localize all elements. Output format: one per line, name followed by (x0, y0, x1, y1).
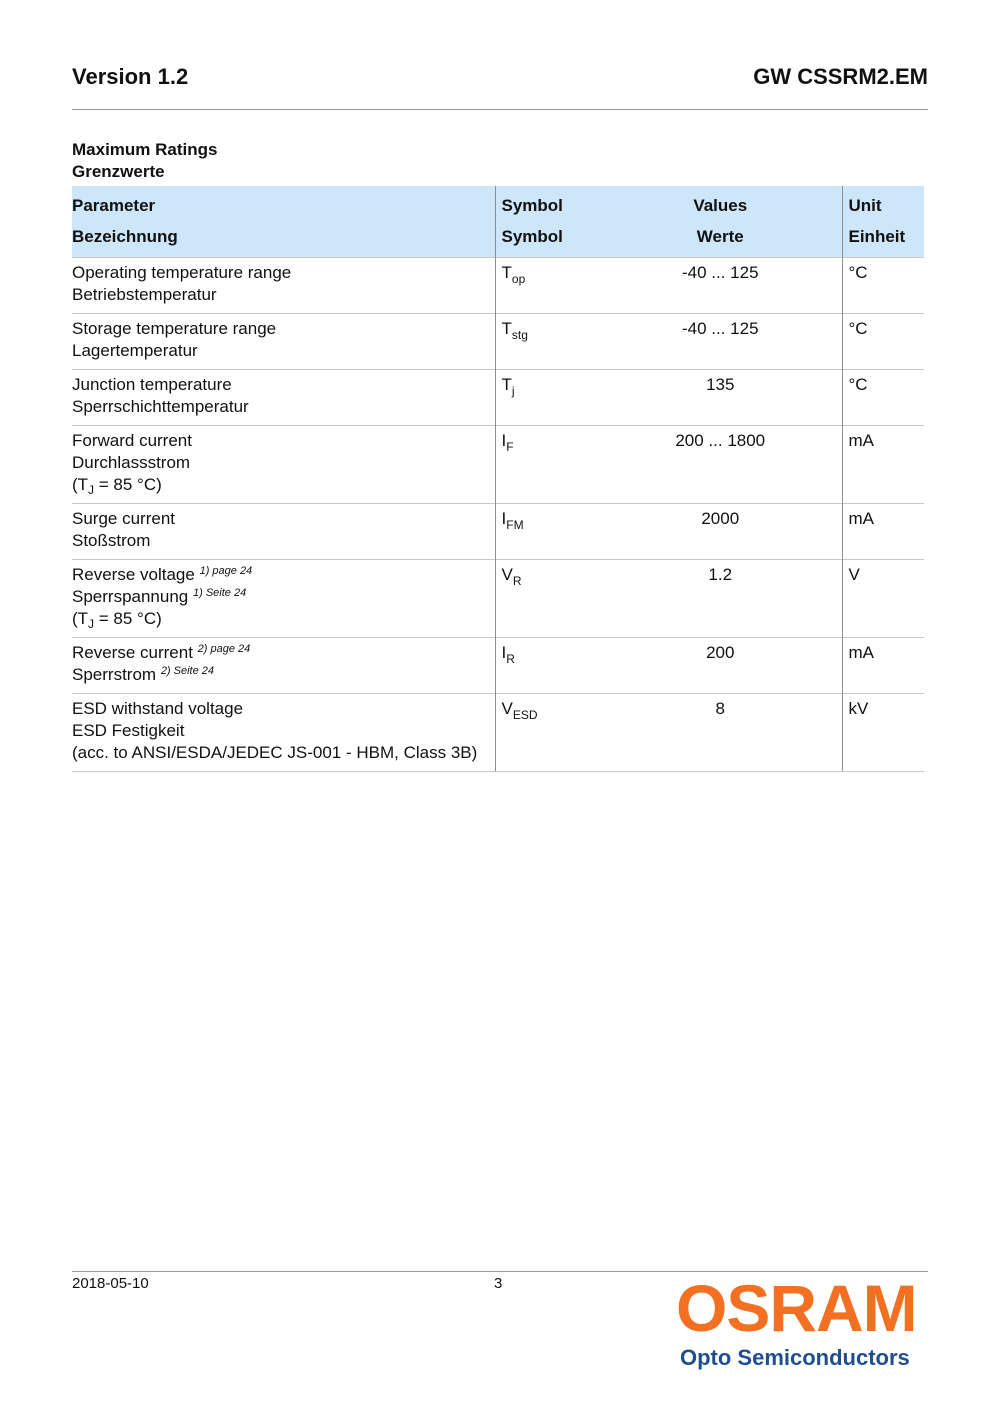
parameter-note: (acc. to ANSI/ESDA/JEDEC JS-001 - HBM, Class 3B) (72, 743, 478, 762)
parameter-name-en: Surge current (72, 509, 175, 528)
unit-cell: mA (842, 638, 924, 694)
symbol-subscript: F (506, 440, 514, 454)
parameter-name-de-line (72, 664, 489, 686)
symbol: T (501, 375, 512, 394)
parameter-name-de: Stoßstrom (72, 531, 151, 550)
parameter-name-en: Reverse voltage (72, 565, 195, 584)
footnote-reference[interactable]: 1) page 24 (199, 565, 253, 577)
table-row (72, 560, 924, 638)
document-date: 2018-05-10 (72, 1275, 149, 1292)
footnote-reference[interactable]: 2) Seite 24 (160, 665, 215, 677)
parameter-name-de: Betriebstemperatur (72, 285, 217, 304)
parameter-name-de: Sperrspannung (72, 587, 189, 606)
table-row (72, 258, 924, 314)
table-row (72, 426, 924, 504)
symbol: I (501, 509, 507, 528)
parameter-cell (72, 426, 495, 504)
footnote-reference[interactable]: 1) Seite 24 (193, 587, 247, 599)
symbol: T (501, 263, 512, 282)
value-cell: 200 ... 1800 (605, 426, 842, 504)
header-symbol-de: Symbol (501, 227, 563, 246)
symbol-cell (495, 638, 605, 694)
parameter-name-en: Storage temperature range (72, 319, 277, 338)
symbol: V (501, 699, 513, 718)
symbol-cell (495, 694, 605, 772)
part-number: GW CSSRM2.EM (753, 64, 928, 89)
header-symbol (495, 186, 605, 258)
parameter-cell (72, 560, 495, 638)
value-cell: 2000 (605, 504, 842, 560)
condition-prefix: (T (72, 609, 89, 628)
header-unit (842, 186, 924, 258)
symbol-cell (495, 504, 605, 560)
symbol-cell (495, 370, 605, 426)
symbol-subscript: R (506, 652, 515, 666)
page-number: 3 (494, 1275, 503, 1292)
value-cell: 135 (605, 370, 842, 426)
table-header-row (72, 186, 924, 258)
header-values (605, 186, 842, 258)
unit-cell: mA (842, 504, 924, 560)
parameter-cell (72, 694, 495, 772)
symbol-cell (495, 314, 605, 370)
header-unit-en: Unit (848, 196, 882, 215)
condition-prefix: (T (72, 475, 89, 494)
section-title-de: Grenzwerte (72, 162, 165, 181)
header-symbol-en: Symbol (501, 196, 563, 215)
symbol-subscript: FM (506, 518, 524, 532)
logo-subtitle: Opto Semiconductors (680, 1345, 910, 1370)
header-values-de: Werte (696, 227, 744, 246)
unit-cell: mA (842, 426, 924, 504)
symbol-subscript: op (511, 272, 526, 286)
header-values-en: Values (693, 196, 748, 215)
section-title-en: Maximum Ratings (72, 140, 218, 159)
symbol-cell (495, 426, 605, 504)
maximum-ratings-table (72, 186, 924, 772)
parameter-cell (72, 258, 495, 314)
symbol-subscript: R (512, 574, 522, 588)
parameter-name-en-line (72, 564, 489, 586)
parameter-name-de: Durchlassstrom (72, 453, 191, 472)
symbol: T (501, 319, 512, 338)
symbol-subscript: j (511, 384, 515, 398)
parameter-name-de-line (72, 586, 489, 608)
parameter-name-de: Sperrstrom (72, 665, 157, 684)
parameter-name-en: ESD withstand voltage (72, 699, 244, 718)
header-parameter-de: Bezeichnung (72, 227, 178, 246)
logo-brand: OSRAM (676, 1271, 917, 1345)
page-header (72, 64, 928, 94)
parameter-cell (72, 314, 495, 370)
header-unit-de: Einheit (848, 227, 906, 246)
unit-cell: °C (842, 314, 924, 370)
symbol: I (501, 431, 507, 450)
section-title (72, 139, 217, 183)
symbol-cell (495, 560, 605, 638)
symbol-subscript: ESD (512, 708, 538, 722)
header-parameter (72, 186, 495, 258)
parameter-name-en: Operating temperature range (72, 263, 292, 282)
table-row (72, 504, 924, 560)
table-row (72, 314, 924, 370)
unit-cell: kV (842, 694, 924, 772)
value-cell: -40 ... 125 (605, 314, 842, 370)
parameter-name-de: Sperrschichttemperatur (72, 397, 249, 416)
parameter-name-en-line (72, 642, 489, 664)
parameter-name-de: Lagertemperatur (72, 341, 198, 360)
table-row (72, 638, 924, 694)
symbol-cell (495, 258, 605, 314)
condition-subscript: J (88, 483, 95, 497)
parameter-name-en: Reverse current (72, 643, 193, 662)
unit-cell: °C (842, 370, 924, 426)
condition-suffix: = 85 °C) (94, 609, 162, 628)
value-cell: -40 ... 125 (605, 258, 842, 314)
value-cell: 200 (605, 638, 842, 694)
parameter-cell (72, 638, 495, 694)
table-row (72, 370, 924, 426)
unit-cell: V (842, 560, 924, 638)
symbol: V (501, 565, 513, 584)
value-cell: 1.2 (605, 560, 842, 638)
parameter-cell (72, 370, 495, 426)
condition-subscript: J (88, 617, 95, 631)
parameter-name-en: Junction temperature (72, 375, 232, 394)
osram-logo (676, 1270, 936, 1375)
table-row (72, 694, 924, 772)
condition-suffix: = 85 °C) (94, 475, 162, 494)
document-version: Version 1.2 (72, 64, 189, 89)
parameter-condition (72, 608, 489, 630)
header-divider (72, 109, 928, 110)
parameter-name-en: Forward current (72, 431, 192, 450)
header-parameter-en: Parameter (72, 196, 156, 215)
value-cell: 8 (605, 694, 842, 772)
parameter-condition (72, 474, 489, 496)
unit-cell: °C (842, 258, 924, 314)
footnote-reference[interactable]: 2) page 24 (197, 643, 251, 655)
symbol: I (501, 643, 507, 662)
parameter-name-de: ESD Festigkeit (72, 721, 185, 740)
symbol-subscript: stg (511, 328, 528, 342)
parameter-cell (72, 504, 495, 560)
